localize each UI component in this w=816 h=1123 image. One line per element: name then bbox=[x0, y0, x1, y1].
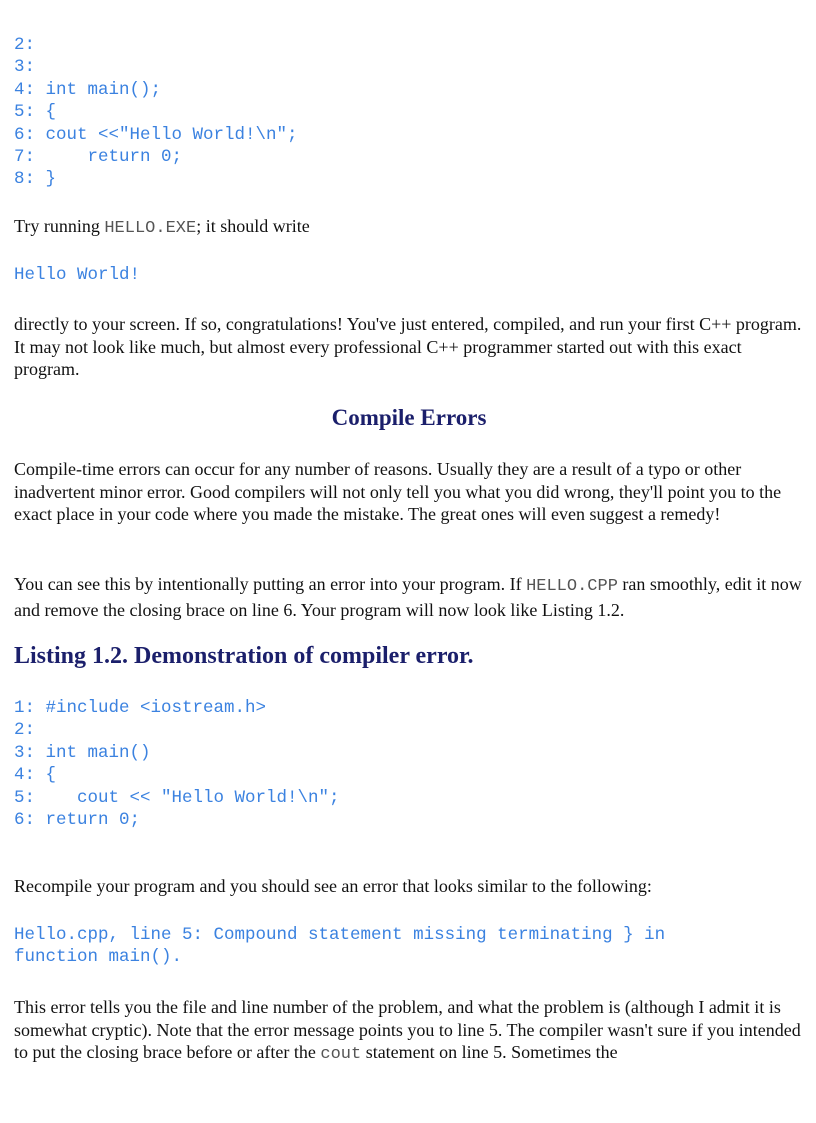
code-line: 4: { bbox=[14, 765, 57, 786]
code-line: 4: int main(); bbox=[14, 79, 162, 100]
listing-title: Listing 1.2. Demonstration of compiler error. bbox=[14, 643, 474, 669]
paragraph-recompile: Recompile your program and you should see an error that looks similar to the following: bbox=[14, 876, 652, 896]
code-line: 5: cout << "Hello World!\n"; bbox=[14, 787, 340, 808]
inline-code: HELLO.CPP bbox=[526, 577, 618, 596]
code-line: 6: cout <<"Hello World!\n"; bbox=[14, 124, 298, 145]
code-line: 7: return 0; bbox=[14, 147, 183, 168]
code-line: 6: return 0; bbox=[14, 810, 141, 831]
inline-code: HELLO.EXE bbox=[104, 219, 197, 238]
code-line: 3: int main() bbox=[14, 742, 151, 763]
section-title: Compile Errors bbox=[331, 405, 487, 430]
code-line: 2: bbox=[14, 35, 36, 55]
code-line: 8: } bbox=[14, 169, 57, 190]
code-line: 3: bbox=[14, 57, 36, 78]
paragraph-congratulations: directly to your screen. If so, congratulations! You've just entered, compiled, and run your first C++ program. It may not look like much, but almost every professional C++ programmer started out with this exact program. bbox=[14, 314, 802, 380]
paragraph-compile-errors: Compile-time errors can occur for any number of reasons. Usually they are a result of a typo or other inadvertent minor error. Good compilers will not only tell you what you did wrong, they'll point you to the exact place in your code where you made the mistake. The great ones will even suggest a remedy! bbox=[14, 459, 782, 525]
paragraph-see-error: You can see this by intentionally putting an error into your program. If HELLO.CPP ran smoothly, edit it now and remove the closing brace on line 6. Your program will now look like Listing 1.2. bbox=[14, 574, 802, 620]
hello-output: Hello World! bbox=[14, 265, 141, 285]
paragraph-try-running: Try running HELLO.EXE; it should write bbox=[14, 216, 310, 238]
code-line: 5: { bbox=[14, 102, 57, 123]
listing1-code-tail bbox=[14, 34, 298, 191]
code-line: 2: bbox=[14, 720, 36, 741]
error-message: Hello.cpp, line 5: Compound statement missing terminating } in function main(). bbox=[14, 925, 666, 968]
inline-code: cout bbox=[320, 1045, 362, 1065]
listing2-code bbox=[14, 697, 340, 831]
code-line: 1: #include <iostream.h> bbox=[14, 698, 267, 718]
paragraph-error-explanation: This error tells you the file and line number of the problem, and what the problem is (although I admit it is somewhat cryptic). Note that the error message points you to line 5. The compiler wasn't sure if you intended to put the closing brace before or after the cout statement on line 5. Sometimes the bbox=[14, 997, 801, 1065]
